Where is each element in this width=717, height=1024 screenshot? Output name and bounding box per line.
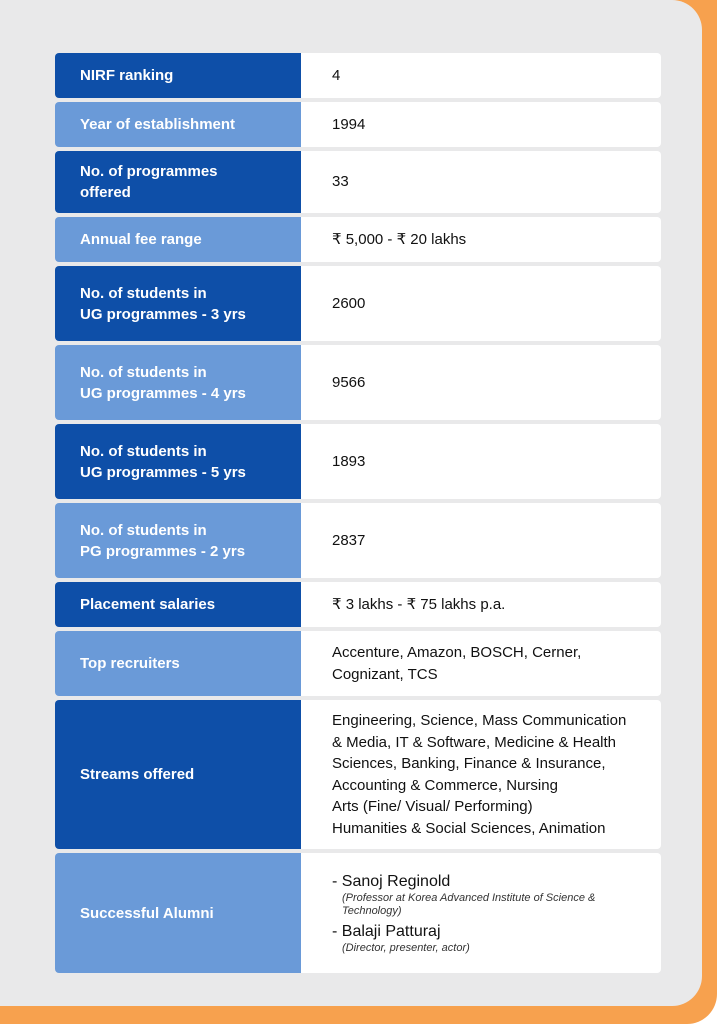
row-label: No. of students in UG programmes - 4 yrs: [55, 345, 301, 420]
row-programmes-offered: [55, 151, 661, 213]
row-ug-4-yrs: [55, 345, 661, 420]
row-annual-fee-range: [55, 217, 661, 262]
row-value: 2600: [301, 266, 661, 341]
row-label: Annual fee range: [55, 217, 301, 262]
row-value: 1893: [301, 424, 661, 499]
row-value: 1994: [301, 102, 661, 147]
row-label: Placement salaries: [55, 582, 301, 627]
row-top-recruiters: [55, 631, 661, 696]
row-value: Engineering, Science, Mass Communication & Media, IT & Software, Medicine & Health Sciences, Banking, Finance & Insurance, Accounting & Commerce, Nursing Arts (Fine/ Visual/ Performing) Humanities & Social Sciences, Animation: [301, 700, 661, 849]
row-ug-3-yrs: [55, 266, 661, 341]
row-label: No. of students in PG programmes - 2 yrs: [55, 503, 301, 578]
row-pg-2-yrs: [55, 503, 661, 578]
row-label: Streams offered: [55, 700, 301, 849]
row-label: Top recruiters: [55, 631, 301, 696]
alumni-name: - Sanoj Reginold: [332, 872, 451, 890]
row-value: Accenture, Amazon, BOSCH, Cerner, Cognizant, TCS: [301, 631, 661, 696]
row-label: No. of students in UG programmes - 5 yrs: [55, 424, 301, 499]
row-value: ₹ 3 lakhs - ₹ 75 lakhs p.a.: [301, 582, 661, 627]
row-year-of-establishment: [55, 102, 661, 147]
row-label: No. of students in UG programmes - 3 yrs: [55, 266, 301, 341]
row-value: 4: [301, 53, 661, 98]
alumni-list: [301, 853, 661, 973]
row-value: ₹ 5,000 - ₹ 20 lakhs: [301, 217, 661, 262]
row-label: No. of programmes offered: [55, 151, 301, 213]
info-table: [55, 53, 661, 973]
row-streams-offered: [55, 700, 661, 849]
row-label: NIRF ranking: [55, 53, 301, 98]
row-nirf-ranking: [55, 53, 661, 98]
alumni-description: (Professor at Korea Advanced Institute of Science & Technology): [342, 891, 596, 917]
row-label: Year of establishment: [55, 102, 301, 147]
row-placement-salaries: [55, 582, 661, 627]
row-label: Successful Alumni: [55, 853, 301, 973]
row-value: 2837: [301, 503, 661, 578]
row-value: 33: [301, 151, 661, 213]
row-successful-alumni: [55, 853, 661, 973]
row-value: 9566: [301, 345, 661, 420]
alumni-name: - Balaji Patturaj: [332, 922, 441, 940]
row-ug-5-yrs: [55, 424, 661, 499]
alumni-description: (Director, presenter, actor): [342, 941, 470, 954]
